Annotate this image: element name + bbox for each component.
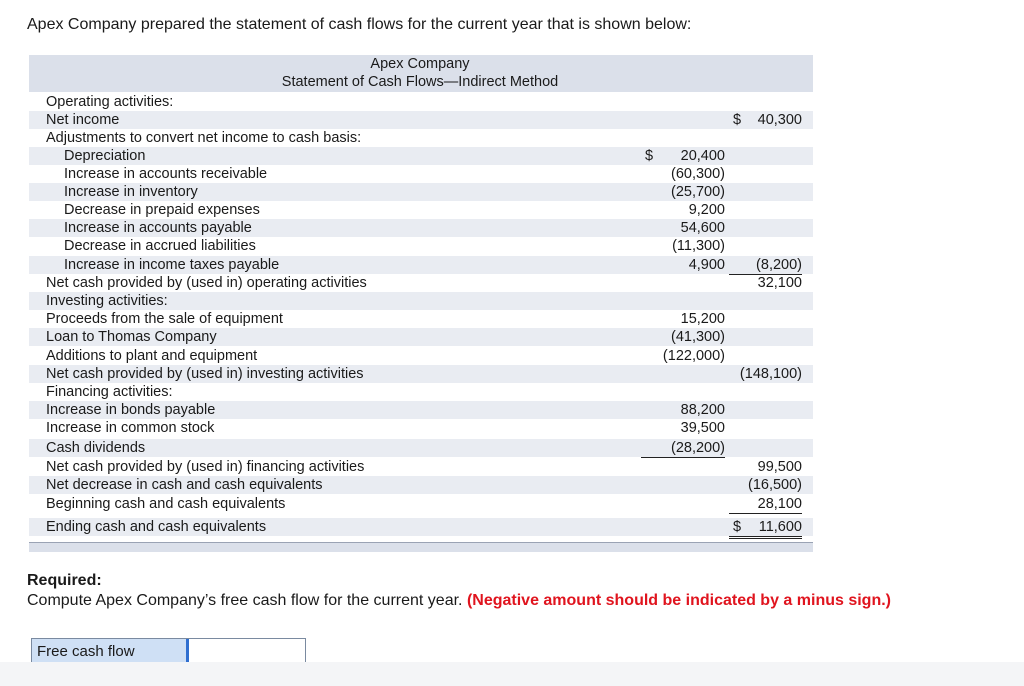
statement-row [29, 347, 813, 365]
statement-row [29, 256, 813, 274]
dollar-sign: $ [733, 112, 742, 128]
detail-amount: 54,600 [680, 220, 725, 236]
total-amount: (8,200) [729, 256, 802, 275]
amount-value: 20,400 [680, 148, 725, 164]
row-label: Decrease in prepaid expenses [64, 202, 260, 218]
statement-header [29, 55, 813, 92]
row-label: Financing activities: [46, 384, 173, 400]
statement-row [29, 292, 813, 310]
statement-row [29, 183, 813, 201]
required-note: (Negative amount should be indicated by a minus sign.) [466, 592, 891, 609]
total-amount [729, 111, 802, 129]
statement-row [29, 129, 813, 147]
statement-row [29, 147, 813, 165]
intro-text: Apex Company prepared the statement of cash flows for the current year that is shown below: [27, 16, 692, 33]
detail-amount: (41,300) [670, 329, 725, 345]
statement-row [29, 274, 813, 292]
statement-row [29, 458, 813, 476]
row-label: Increase in accounts receivable [64, 166, 268, 182]
statement-title: Statement of Cash Flows—Indirect Method [281, 74, 559, 90]
detail-amount: 15,200 [680, 311, 725, 327]
total-amount: (148,100) [739, 366, 802, 382]
detail-amount [641, 147, 725, 165]
statement-row [29, 328, 813, 346]
statement-row [29, 219, 813, 237]
statement-row [29, 495, 813, 513]
detail-amount: 88,200 [680, 402, 725, 418]
total-amount: 99,500 [729, 458, 802, 477]
statement-row [29, 165, 813, 183]
bottom-bar [0, 662, 1024, 686]
statement-row [29, 365, 813, 383]
statement-row [29, 201, 813, 219]
required-text: Compute Apex Company’s free cash flow for the current year. [27, 592, 463, 609]
amount-value: 40,300 [757, 112, 802, 128]
total-amount: 28,100 [729, 495, 802, 514]
dollar-sign: $ [733, 519, 742, 535]
detail-amount: 39,500 [680, 420, 725, 436]
statement-row [29, 93, 813, 111]
row-label: Operating activities: [46, 94, 174, 110]
row-label: Increase in bonds payable [46, 402, 216, 418]
row-label: Investing activities: [46, 293, 168, 309]
row-label: Net income [46, 112, 120, 128]
row-label: Ending cash and cash equivalents [46, 519, 267, 535]
required-title: Required: [27, 572, 102, 589]
detail-amount: (11,300) [672, 238, 725, 254]
row-label: Loan to Thomas Company [46, 329, 217, 345]
statement-row [29, 476, 813, 494]
statement-row [29, 439, 813, 457]
detail-amount: 4,900 [688, 257, 725, 273]
statement-row [29, 401, 813, 419]
statement-row [29, 237, 813, 255]
row-label: Adjustments to convert net income to cash basis: [46, 130, 362, 146]
required-section [27, 572, 891, 610]
total-amount [729, 518, 802, 539]
row-label: Decrease in accrued liabilities [64, 238, 256, 254]
required-body [27, 592, 891, 610]
detail-amount: (25,700) [670, 184, 725, 200]
row-label: Net cash provided by (used in) operating activities [46, 275, 367, 291]
row-label: Proceeds from the sale of equipment [46, 311, 283, 327]
detail-amount: 9,200 [688, 202, 725, 218]
row-label: Depreciation [64, 148, 146, 164]
row-label: Increase in common stock [46, 420, 215, 436]
statement-row [29, 518, 813, 536]
row-label: Beginning cash and cash equivalents [46, 496, 286, 512]
detail-amount: (28,200) [641, 439, 725, 458]
total-amount: (16,500) [747, 477, 802, 493]
row-label: Net cash provided by (used in) financing activities [46, 459, 365, 475]
detail-amount: (60,300) [670, 166, 725, 182]
total-amount: 32,100 [757, 275, 802, 291]
statement-row [29, 419, 813, 437]
row-label: Increase in inventory [64, 184, 198, 200]
statement-row [29, 383, 813, 401]
free-cash-flow-label: Free cash flow [32, 639, 186, 665]
row-label: Net decrease in cash and cash equivalents [46, 477, 323, 493]
statement-row [29, 310, 813, 328]
statement-footer-bar [29, 542, 813, 552]
dollar-sign: $ [645, 148, 654, 164]
company-name: Apex Company [370, 56, 470, 72]
row-label: Increase in accounts payable [64, 220, 252, 236]
row-label: Net cash provided by (used in) investing activities [46, 366, 364, 382]
row-label: Cash dividends [46, 440, 146, 456]
statement-row [29, 111, 813, 129]
detail-amount: (122,000) [641, 347, 725, 366]
cash-flow-statement [29, 55, 813, 551]
amount-value: 11,600 [758, 519, 802, 535]
row-label: Increase in income taxes payable [64, 257, 280, 273]
row-label: Additions to plant and equipment [46, 348, 258, 364]
